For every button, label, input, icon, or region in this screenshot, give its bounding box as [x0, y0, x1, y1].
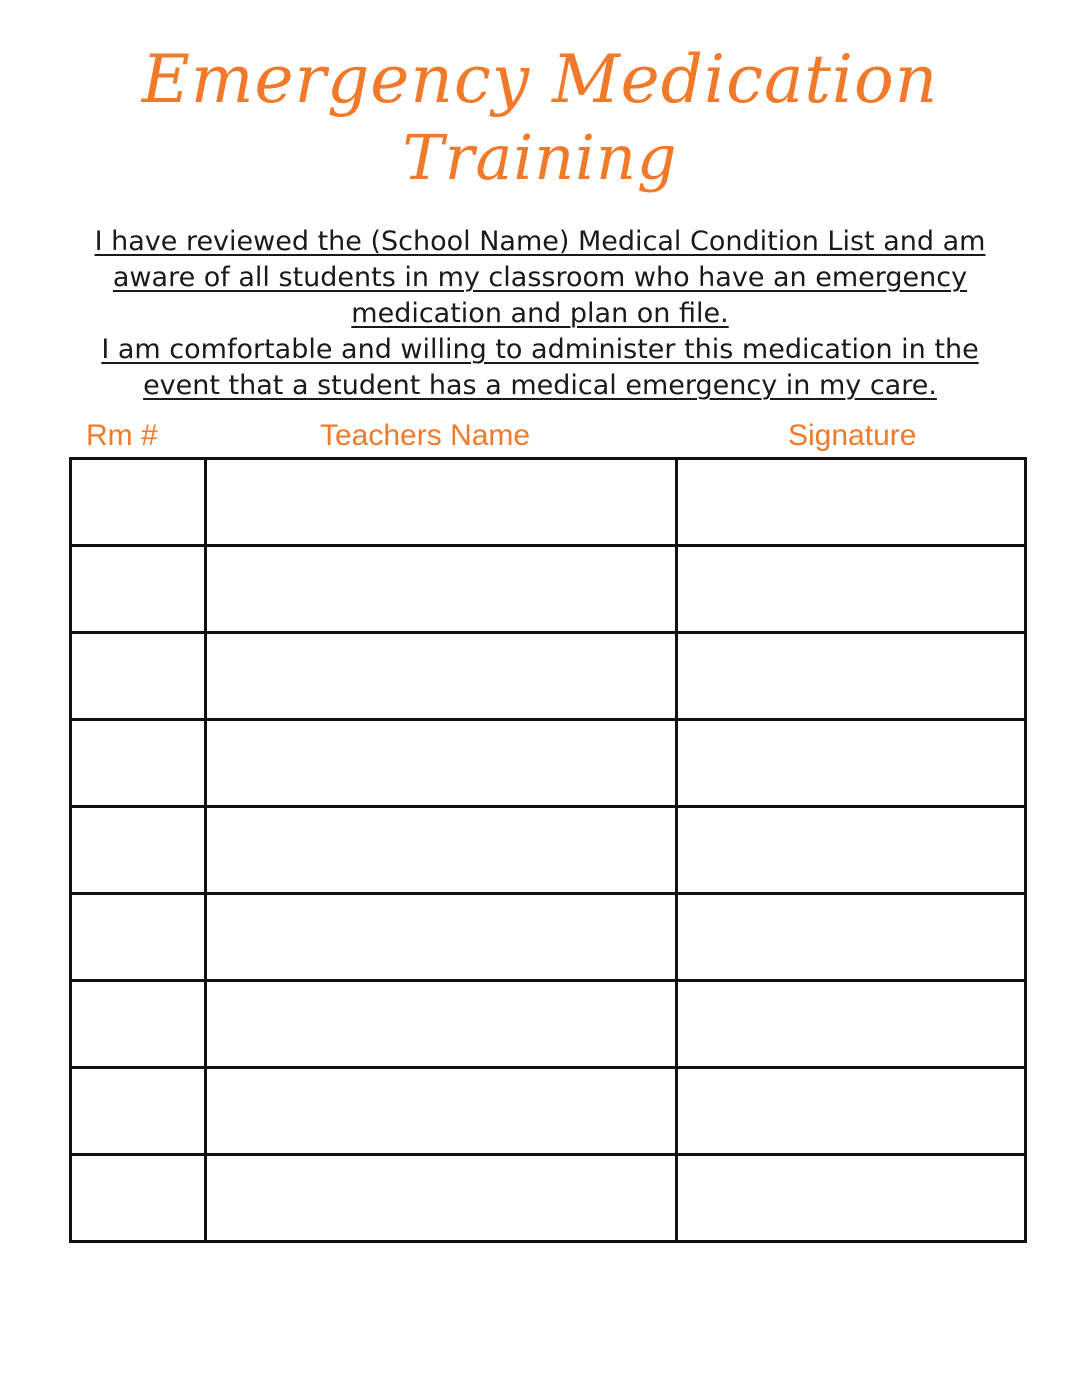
table-row — [71, 720, 1026, 807]
signature-table-body — [71, 459, 1026, 1242]
room-cell[interactable] — [71, 633, 206, 720]
room-cell[interactable] — [71, 459, 206, 546]
table-row — [71, 981, 1026, 1068]
acknowledgement-statement — [60, 224, 1020, 404]
room-cell[interactable] — [71, 546, 206, 633]
table-row — [71, 1068, 1026, 1155]
table-row — [71, 1155, 1026, 1242]
signature-cell[interactable] — [677, 894, 1026, 981]
teacher-name-cell[interactable] — [206, 1155, 677, 1242]
room-cell[interactable] — [71, 1068, 206, 1155]
signature-cell[interactable] — [677, 981, 1026, 1068]
table-row — [71, 546, 1026, 633]
room-cell[interactable] — [71, 1155, 206, 1242]
teacher-name-cell[interactable] — [206, 720, 677, 807]
form-title-line2: Training — [402, 121, 678, 194]
room-cell[interactable] — [71, 894, 206, 981]
table-row — [71, 633, 1026, 720]
form-title-line1: Emergency Medication — [141, 41, 939, 118]
column-header-signature: Signature — [788, 419, 917, 452]
table-row — [71, 894, 1026, 981]
statement-paragraph-1: I have reviewed the (School Name) Medical Condition List and am aware of all students in my classroom who have an emergency medication and plan on file. — [94, 226, 986, 329]
signature-table — [69, 457, 1027, 1243]
signature-cell[interactable] — [677, 633, 1026, 720]
teacher-name-cell[interactable] — [206, 981, 677, 1068]
signature-cell[interactable] — [677, 720, 1026, 807]
table-row — [71, 807, 1026, 894]
teacher-name-cell[interactable] — [206, 459, 677, 546]
room-cell[interactable] — [71, 807, 206, 894]
column-header-room: Rm # — [86, 419, 158, 452]
signature-cell[interactable] — [677, 1155, 1026, 1242]
teacher-name-cell[interactable] — [206, 894, 677, 981]
teacher-name-cell[interactable] — [206, 807, 677, 894]
statement-paragraph-2: I am comfortable and willing to administer this medication in the event that a student has a medical emergency in my care. — [101, 334, 979, 401]
teacher-name-cell[interactable] — [206, 546, 677, 633]
teacher-name-cell[interactable] — [206, 633, 677, 720]
signature-cell[interactable] — [677, 807, 1026, 894]
table-row — [71, 459, 1026, 546]
signature-cell[interactable] — [677, 1068, 1026, 1155]
room-cell[interactable] — [71, 981, 206, 1068]
signature-cell[interactable] — [677, 459, 1026, 546]
signature-cell[interactable] — [677, 546, 1026, 633]
room-cell[interactable] — [71, 720, 206, 807]
teacher-name-cell[interactable] — [206, 1068, 677, 1155]
column-header-teacher-name: Teachers Name — [320, 419, 531, 452]
